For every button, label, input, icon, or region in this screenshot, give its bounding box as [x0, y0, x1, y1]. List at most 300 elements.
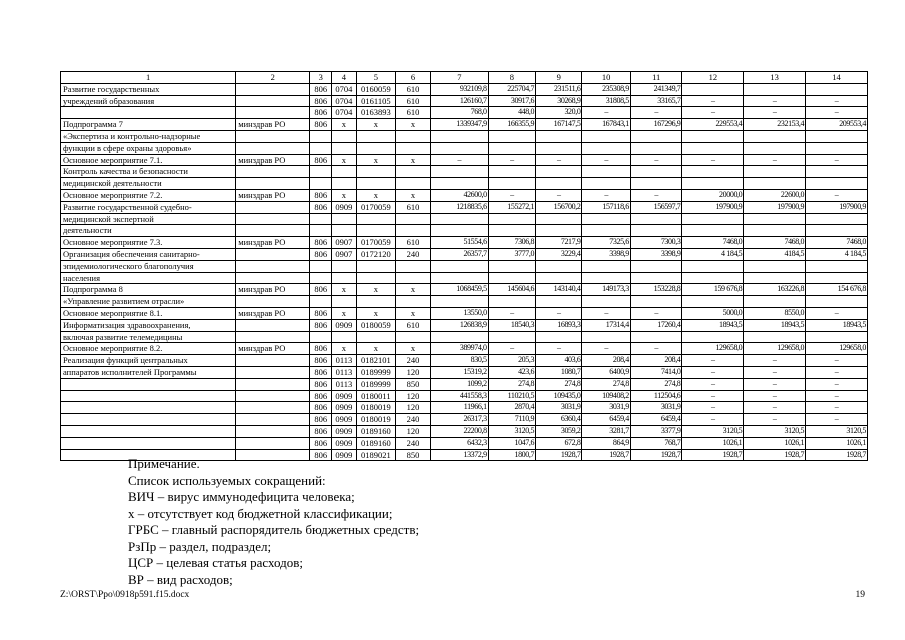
- table-cell: 120: [395, 366, 430, 378]
- table-cell: [630, 331, 682, 343]
- table-cell: –: [582, 154, 630, 166]
- table-cell: [630, 213, 682, 225]
- table-cell: –: [682, 95, 744, 107]
- table-cell: [582, 130, 630, 142]
- table-cell: 120: [395, 402, 430, 414]
- table-cell: 768,7: [630, 437, 682, 449]
- table-cell: [630, 130, 682, 142]
- table-cell: 806: [310, 425, 332, 437]
- table-cell: 3229,4: [536, 248, 582, 260]
- table-cell: [236, 331, 310, 343]
- table-cell: [430, 213, 488, 225]
- table-cell: Основное мероприятие 8.1.: [61, 307, 236, 319]
- notes-section: [128, 456, 419, 588]
- table-cell: 229553,4: [682, 119, 744, 131]
- table-cell: 20000,0: [682, 189, 744, 201]
- table-cell: 672,8: [536, 437, 582, 449]
- table-cell: [488, 142, 535, 154]
- table-cell: –: [806, 355, 868, 367]
- table-cell: –: [682, 355, 744, 367]
- table-cell: 6360,4: [536, 414, 582, 426]
- table-cell: 1080,7: [536, 366, 582, 378]
- column-header: 3: [310, 72, 332, 84]
- table-cell: х: [395, 154, 430, 166]
- table-cell: –: [744, 414, 806, 426]
- table-cell: [236, 95, 310, 107]
- table-cell: 0909: [332, 319, 357, 331]
- table-cell: 610: [395, 319, 430, 331]
- table-cell: –: [488, 307, 535, 319]
- table-cell: аппаратов исполнителей Программы: [61, 366, 236, 378]
- table-cell: Основное мероприятие 8.2.: [61, 343, 236, 355]
- table-cell: 320,0: [536, 107, 582, 119]
- table-cell: 209553,4: [806, 119, 868, 131]
- table-cell: 4184,5: [744, 248, 806, 260]
- table-cell: [582, 166, 630, 178]
- table-cell: 7110,9: [488, 414, 535, 426]
- table-row: [61, 355, 868, 367]
- table-cell: 30917,6: [488, 95, 535, 107]
- table-cell: 110210,5: [488, 390, 535, 402]
- table-cell: 0160059: [356, 83, 395, 95]
- table-cell: [310, 296, 332, 308]
- table-cell: [536, 296, 582, 308]
- table-cell: 13372,9: [430, 449, 488, 461]
- table-cell: [61, 107, 236, 119]
- table-cell: 0180019: [356, 402, 395, 414]
- table-cell: 4 184,5: [806, 248, 868, 260]
- table-cell: 0189999: [356, 366, 395, 378]
- table-cell: 0189160: [356, 425, 395, 437]
- table-cell: –: [536, 154, 582, 166]
- table-cell: [682, 130, 744, 142]
- table-cell: х: [332, 307, 357, 319]
- table-cell: 274,8: [536, 378, 582, 390]
- table-cell: х: [332, 189, 357, 201]
- table-cell: минздрав РО: [236, 154, 310, 166]
- table-cell: [332, 213, 357, 225]
- table-cell: [488, 213, 535, 225]
- table-body: [61, 72, 868, 461]
- table-cell: –: [630, 154, 682, 166]
- table-cell: 1026,1: [682, 437, 744, 449]
- table-cell: [236, 201, 310, 213]
- table-cell: Подпрограмма 8: [61, 284, 236, 296]
- table-row: [61, 225, 868, 237]
- table-cell: 8550,0: [744, 307, 806, 319]
- table-cell: [744, 178, 806, 190]
- table-row: [61, 296, 868, 308]
- table-cell: 0189160: [356, 437, 395, 449]
- table-cell: 30268,9: [536, 95, 582, 107]
- table-cell: 157118,6: [582, 201, 630, 213]
- table-cell: [488, 130, 535, 142]
- table-cell: Реализация функций центральных: [61, 355, 236, 367]
- table-cell: [310, 225, 332, 237]
- table-cell: [582, 296, 630, 308]
- table-cell: 806: [310, 319, 332, 331]
- table-cell: 0909: [332, 414, 357, 426]
- table-cell: х: [356, 343, 395, 355]
- table-cell: 3120,5: [488, 425, 535, 437]
- table-cell: [430, 225, 488, 237]
- table-cell: 149173,3: [582, 284, 630, 296]
- table-cell: –: [582, 307, 630, 319]
- table-cell: [395, 260, 430, 272]
- table-row: [61, 343, 868, 355]
- table-cell: [630, 225, 682, 237]
- table-row: [61, 189, 868, 201]
- table-cell: [488, 178, 535, 190]
- table-cell: [806, 142, 868, 154]
- table-cell: 0180011: [356, 390, 395, 402]
- table-cell: 806: [310, 201, 332, 213]
- table-cell: «Управление развитием отрасли»: [61, 296, 236, 308]
- table-cell: 18943,5: [806, 319, 868, 331]
- table-cell: 240: [395, 248, 430, 260]
- table-cell: 0909: [332, 402, 357, 414]
- table-cell: 806: [310, 390, 332, 402]
- table-cell: х: [395, 119, 430, 131]
- table-cell: [310, 142, 332, 154]
- table-cell: 7325,6: [582, 237, 630, 249]
- table-cell: [582, 260, 630, 272]
- table-cell: [536, 272, 582, 284]
- column-header: 7: [430, 72, 488, 84]
- table-cell: 240: [395, 414, 430, 426]
- table-cell: 0909: [332, 437, 357, 449]
- table-row: [61, 248, 868, 260]
- table-cell: 7468,0: [806, 237, 868, 249]
- table-cell: –: [744, 378, 806, 390]
- table-cell: [332, 178, 357, 190]
- table-cell: 112504,6: [630, 390, 682, 402]
- table-cell: –: [582, 189, 630, 201]
- table-cell: [332, 130, 357, 142]
- table-cell: 0161105: [356, 95, 395, 107]
- table-cell: [630, 166, 682, 178]
- column-header: 2: [236, 72, 310, 84]
- table-cell: [682, 225, 744, 237]
- table-cell: [806, 331, 868, 343]
- table-cell: [356, 178, 395, 190]
- table-cell: 1928,7: [806, 449, 868, 461]
- abbreviation-item: х – отсутствует код бюджетной классификации;: [128, 505, 393, 521]
- table-cell: [395, 142, 430, 154]
- table-cell: 208,4: [630, 355, 682, 367]
- abbreviation-item: ГРБС – главный распорядитель бюджетных средств;: [128, 522, 420, 537]
- table-cell: 1928,7: [582, 449, 630, 461]
- table-cell: 0170059: [356, 237, 395, 249]
- table-row: [61, 166, 868, 178]
- page-number: 19: [855, 590, 865, 600]
- table-cell: 126838,9: [430, 319, 488, 331]
- table-cell: [536, 130, 582, 142]
- table-row: [61, 272, 868, 284]
- table-cell: 18943,5: [682, 319, 744, 331]
- table-cell: [806, 130, 868, 142]
- table-cell: 1047,6: [488, 437, 535, 449]
- table-cell: Основное мероприятие 7.2.: [61, 189, 236, 201]
- table-cell: [395, 296, 430, 308]
- table-cell: 806: [310, 343, 332, 355]
- table-cell: [536, 213, 582, 225]
- table-cell: [682, 272, 744, 284]
- table-cell: 3031,9: [536, 402, 582, 414]
- table-cell: х: [356, 307, 395, 319]
- table-cell: 0189999: [356, 378, 395, 390]
- table-cell: х: [332, 119, 357, 131]
- header-row: [61, 72, 868, 84]
- table-cell: 240: [395, 355, 430, 367]
- table-cell: х: [332, 343, 357, 355]
- table-cell: 3398,9: [630, 248, 682, 260]
- table-cell: 389974,0: [430, 343, 488, 355]
- table-cell: 3031,9: [630, 402, 682, 414]
- table-cell: [744, 213, 806, 225]
- table-cell: 3120,5: [806, 425, 868, 437]
- table-cell: [682, 166, 744, 178]
- table-cell: [536, 225, 582, 237]
- table-cell: [310, 130, 332, 142]
- table-cell: Контроль качества и безопасности: [61, 166, 236, 178]
- table-cell: –: [744, 355, 806, 367]
- table-cell: [310, 166, 332, 178]
- table-cell: [395, 225, 430, 237]
- table-cell: [356, 213, 395, 225]
- table-cell: [61, 414, 236, 426]
- file-path-footer: Z:\ORST\Ppo\0918p591.f15.docx: [60, 590, 190, 600]
- table-row: [61, 366, 868, 378]
- table-row: [61, 237, 868, 249]
- table-cell: 0909: [332, 390, 357, 402]
- table-cell: [430, 178, 488, 190]
- table-cell: 159 676,8: [682, 284, 744, 296]
- table-cell: [536, 142, 582, 154]
- table-cell: –: [536, 307, 582, 319]
- table-cell: 22200,8: [430, 425, 488, 437]
- table-cell: [236, 425, 310, 437]
- table-cell: [744, 260, 806, 272]
- table-cell: 806: [310, 154, 332, 166]
- table-cell: х: [395, 284, 430, 296]
- column-header: 1: [61, 72, 236, 84]
- table-cell: 232153,4: [744, 119, 806, 131]
- table-cell: –: [806, 95, 868, 107]
- table-cell: 143140,4: [536, 284, 582, 296]
- table-cell: –: [682, 154, 744, 166]
- table-cell: [430, 166, 488, 178]
- table-cell: –: [430, 154, 488, 166]
- table-cell: х: [395, 189, 430, 201]
- table-cell: –: [488, 343, 535, 355]
- table-cell: 0113: [332, 378, 357, 390]
- table-cell: х: [395, 307, 430, 319]
- table-cell: [806, 178, 868, 190]
- table-cell: 15319,2: [430, 366, 488, 378]
- table-cell: [536, 331, 582, 343]
- table-cell: х: [332, 154, 357, 166]
- table-cell: [536, 178, 582, 190]
- table-cell: –: [744, 390, 806, 402]
- table-cell: 0113: [332, 355, 357, 367]
- table-cell: –: [806, 107, 868, 119]
- table-row: [61, 154, 868, 166]
- table-cell: –: [682, 402, 744, 414]
- table-cell: Развитие государственной судебно-: [61, 201, 236, 213]
- table-cell: –: [806, 366, 868, 378]
- table-cell: –: [744, 402, 806, 414]
- table-cell: [236, 355, 310, 367]
- abbreviations-heading: Список используемых сокращений:: [128, 472, 326, 488]
- table-cell: [356, 331, 395, 343]
- table-cell: 156597,7: [630, 201, 682, 213]
- table-cell: –: [744, 154, 806, 166]
- table-cell: [630, 260, 682, 272]
- table-cell: [236, 402, 310, 414]
- table-cell: 806: [310, 402, 332, 414]
- table-cell: 156700,2: [536, 201, 582, 213]
- table-cell: 806: [310, 366, 332, 378]
- table-cell: минздрав РО: [236, 189, 310, 201]
- table-cell: 7217,9: [536, 237, 582, 249]
- table-cell: [430, 296, 488, 308]
- table-cell: [630, 272, 682, 284]
- table-cell: 932109,8: [430, 83, 488, 95]
- table-cell: 0189021: [356, 449, 395, 461]
- table-cell: [682, 142, 744, 154]
- table-row: [61, 390, 868, 402]
- table-cell: 129658,0: [682, 343, 744, 355]
- table-cell: –: [744, 95, 806, 107]
- table-cell: [488, 296, 535, 308]
- table-cell: 6400,9: [582, 366, 630, 378]
- table-cell: –: [630, 107, 682, 119]
- table-cell: [806, 83, 868, 95]
- table-cell: 0909: [332, 449, 357, 461]
- table-row: [61, 307, 868, 319]
- table-cell: 768,0: [430, 107, 488, 119]
- table-cell: 5000,0: [682, 307, 744, 319]
- column-header: 11: [630, 72, 682, 84]
- table-cell: Развитие государственных: [61, 83, 236, 95]
- table-cell: 3120,5: [744, 425, 806, 437]
- table-cell: –: [488, 154, 535, 166]
- table-cell: –: [582, 107, 630, 119]
- table-cell: [236, 272, 310, 284]
- table-cell: [332, 260, 357, 272]
- table-cell: [682, 213, 744, 225]
- table-cell: х: [356, 154, 395, 166]
- table-row: [61, 319, 868, 331]
- table-cell: [744, 225, 806, 237]
- table-cell: 806: [310, 284, 332, 296]
- table-cell: [236, 107, 310, 119]
- table-cell: 1928,7: [630, 449, 682, 461]
- table-cell: 274,8: [630, 378, 682, 390]
- table-cell: 0180059: [356, 319, 395, 331]
- table-cell: 1068459,5: [430, 284, 488, 296]
- table-cell: [236, 437, 310, 449]
- abbreviation-item: ЦСР – целевая статья расходов;: [128, 555, 303, 570]
- table-cell: Подпрограмма 7: [61, 119, 236, 131]
- table-cell: 806: [310, 307, 332, 319]
- table-cell: –: [806, 402, 868, 414]
- table-cell: 864,9: [582, 437, 630, 449]
- table-cell: 31808,5: [582, 95, 630, 107]
- table-cell: деятельности: [61, 225, 236, 237]
- table-cell: Информатизация здравоохранения,: [61, 319, 236, 331]
- table-cell: населения: [61, 272, 236, 284]
- table-cell: [310, 331, 332, 343]
- table-cell: [310, 178, 332, 190]
- table-cell: –: [682, 366, 744, 378]
- column-header: 5: [356, 72, 395, 84]
- table-cell: 850: [395, 449, 430, 461]
- table-cell: 423,6: [488, 366, 535, 378]
- table-cell: [630, 178, 682, 190]
- table-cell: 7306,8: [488, 237, 535, 249]
- table-cell: медицинской экспертной: [61, 213, 236, 225]
- table-cell: [332, 272, 357, 284]
- table-cell: [236, 213, 310, 225]
- table-cell: [236, 130, 310, 142]
- table-cell: [582, 331, 630, 343]
- table-cell: [236, 296, 310, 308]
- table-cell: 16893,3: [536, 319, 582, 331]
- notes-title: Примечание.: [128, 456, 200, 471]
- table-row: [61, 437, 868, 449]
- table-cell: 129658,0: [744, 343, 806, 355]
- table-cell: [332, 331, 357, 343]
- table-cell: 2870,4: [488, 402, 535, 414]
- table-cell: 1928,7: [536, 449, 582, 461]
- table-cell: 806: [310, 119, 332, 131]
- table-cell: [582, 225, 630, 237]
- table-cell: 154 676,8: [806, 284, 868, 296]
- table-cell: 0182101: [356, 355, 395, 367]
- table-row: [61, 260, 868, 272]
- abbreviation-item: ВИЧ – вирус иммунодефицита человека;: [128, 489, 355, 504]
- table-cell: [536, 260, 582, 272]
- table-cell: [395, 178, 430, 190]
- table-cell: 145604,6: [488, 284, 535, 296]
- table-cell: 197900,9: [682, 201, 744, 213]
- table-cell: 241349,7: [630, 83, 682, 95]
- table-cell: 109435,0: [536, 390, 582, 402]
- table-row: [61, 107, 868, 119]
- table-row: [61, 201, 868, 213]
- table-cell: 235308,9: [582, 83, 630, 95]
- table-cell: –: [682, 414, 744, 426]
- table-cell: [806, 213, 868, 225]
- table-cell: [430, 331, 488, 343]
- table-row: [61, 178, 868, 190]
- table-cell: –: [806, 414, 868, 426]
- table-cell: [310, 272, 332, 284]
- table-cell: 448,0: [488, 107, 535, 119]
- table-cell: 109408,2: [582, 390, 630, 402]
- table-row: [61, 378, 868, 390]
- table-cell: [236, 225, 310, 237]
- table-cell: 1800,7: [488, 449, 535, 461]
- table-cell: минздрав РО: [236, 343, 310, 355]
- table-cell: –: [806, 378, 868, 390]
- table-cell: [430, 272, 488, 284]
- table-cell: –: [744, 366, 806, 378]
- table-cell: «Экспертиза и контрольно-надзорные: [61, 130, 236, 142]
- table-cell: 3377,9: [630, 425, 682, 437]
